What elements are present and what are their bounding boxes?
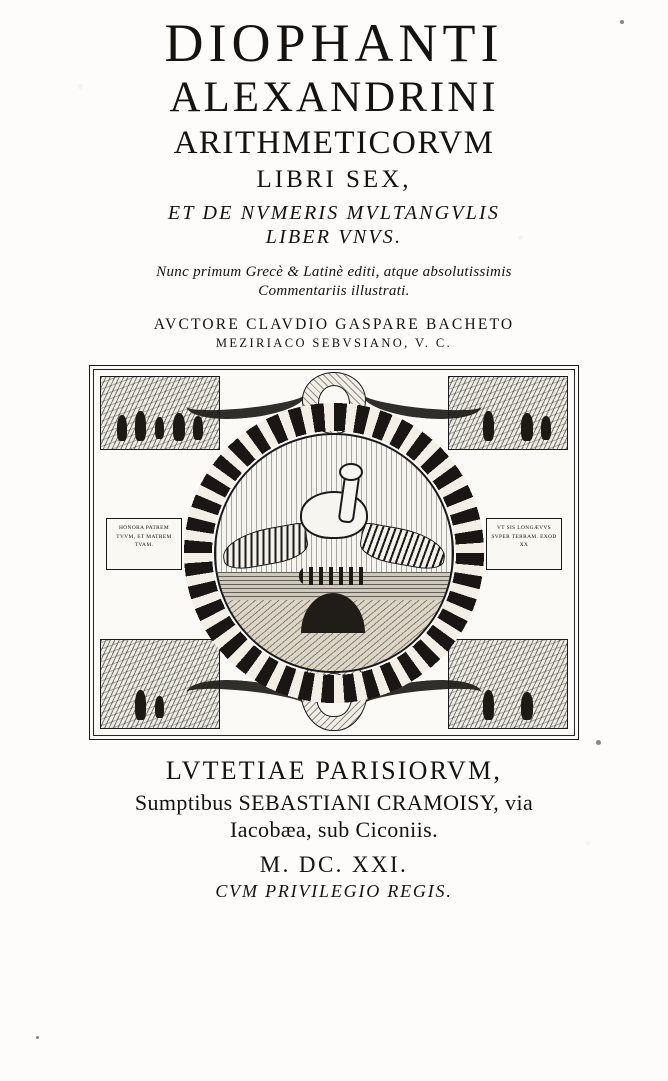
- title-line-3: ARITHMETICORVM: [173, 125, 495, 162]
- pelican-medallion: [214, 433, 454, 673]
- page-speck: [596, 740, 601, 745]
- pelican-body-icon: [300, 491, 368, 539]
- title-line-2: ALEXANDRINI: [169, 74, 499, 122]
- imprint-block: [18, 756, 650, 902]
- title-block: [18, 13, 650, 351]
- subtitle-line-2: Commentariis illustrati.: [258, 282, 410, 299]
- printers-device-engraving: [89, 365, 579, 740]
- motto-scroll-left: HONORA PATREM TVVM, ET MATREM TVAM.: [106, 518, 182, 570]
- subtitle-line-1: Nunc primum Grecè & Latinè editi, atque absolutissimis: [156, 263, 512, 280]
- page-speck: [620, 20, 624, 24]
- imprint-privilege: CVM PRIVILEGIO REGIS.: [215, 881, 453, 902]
- title-line-4: LIBRI SEX,: [256, 165, 412, 193]
- pelican-head-icon: [339, 463, 363, 481]
- title-line-1: DIOPHANTI: [164, 13, 504, 73]
- imprint-publisher-line-2: Iacobæa, sub Ciconiis.: [230, 817, 438, 843]
- pelican-chicks-icon: [299, 567, 369, 585]
- motto-scroll-right: VT SIS LONGÆVVS SVPER TERRAM. EXOD XX: [486, 518, 562, 570]
- author-line-1: AVCTORE CLAVDIO GASPARE BACHETO: [153, 316, 515, 334]
- subtitle: [18, 263, 650, 301]
- imprint-place: LVTETIAE PARISIORVM,: [165, 756, 503, 786]
- page-speck: [36, 1036, 39, 1039]
- title-line-6: LIBER VNVS.: [265, 225, 403, 248]
- imprint-year: M. DC. XXI.: [259, 852, 409, 878]
- imprint-publisher-line-1: Sumptibus SEBASTIANI CRAMOISY, via: [134, 790, 534, 816]
- title-line-5: ET DE NVMERIS MVLTANGVLIS: [167, 201, 501, 224]
- author-line-2: MEZIRIACO SEBVSIANO, V. C.: [215, 336, 453, 351]
